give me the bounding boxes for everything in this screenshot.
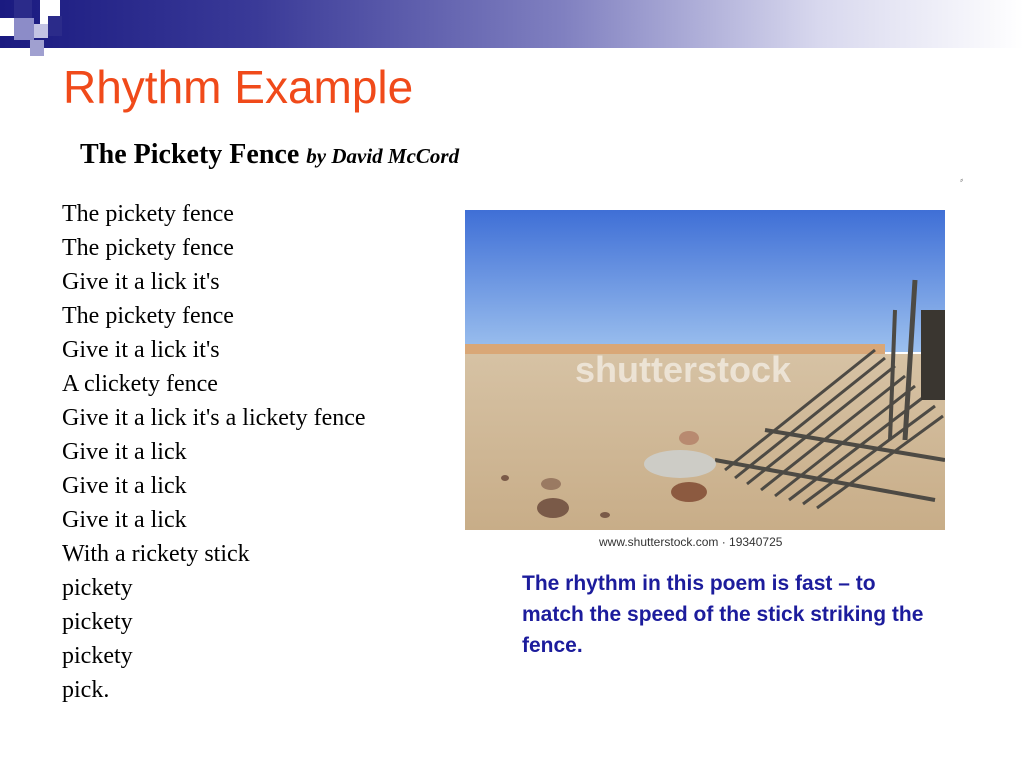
poem-line: Give it a lick it's a lickety fence xyxy=(62,405,366,431)
shed xyxy=(921,310,945,400)
poem-line: With a rickety stick xyxy=(62,541,250,567)
poem-line: Give it a lick xyxy=(62,473,187,499)
header-gradient-bar xyxy=(0,0,1024,48)
poem-line: Give it a lick xyxy=(62,507,187,533)
sky xyxy=(465,210,945,352)
poem-text xyxy=(62,197,366,707)
slide-title: Rhythm Example xyxy=(63,61,414,113)
poem-line: Give it a lick xyxy=(62,439,187,465)
poem-title: The Pickety Fence xyxy=(80,139,300,170)
poem-heading xyxy=(80,138,459,172)
poem-line: pickety xyxy=(62,609,133,635)
poem-line: The pickety fence xyxy=(62,235,234,261)
fence-photo xyxy=(465,210,945,553)
poem-line: Give it a lick it's xyxy=(62,269,220,295)
poem-line: pick. xyxy=(62,677,110,703)
photo-credit: www.shutterstock.com · 19340725 xyxy=(599,535,783,549)
poem-line: The pickety fence xyxy=(62,303,234,329)
poem-line: pickety xyxy=(62,643,133,669)
poem-line: A clickety fence xyxy=(62,371,218,397)
poem-author: by David McCord xyxy=(306,144,460,168)
photo-watermark: shutterstock xyxy=(575,349,792,390)
poem-line: pickety xyxy=(62,575,133,601)
rhythm-explanation: The rhythm in this poem is fast – to match the speed of the stick striking the fence. xyxy=(522,572,924,657)
poem-line: The pickety fence xyxy=(62,201,234,227)
small-mark: ⸗ xyxy=(960,175,964,186)
poem-line: Give it a lick it's xyxy=(62,337,220,363)
